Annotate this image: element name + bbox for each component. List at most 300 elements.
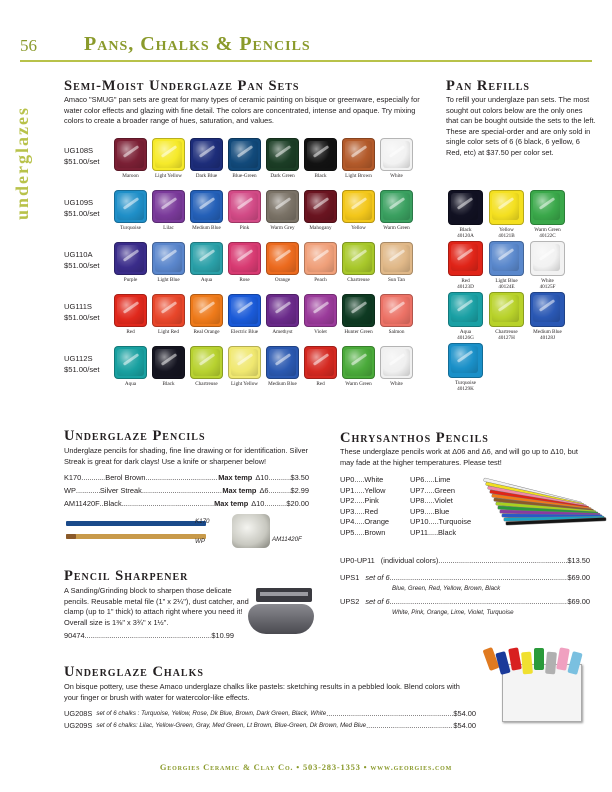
refill-item (448, 241, 483, 290)
chrysanthos-description: These underglaze pencils work at Δ06 and Δ6, and will go up to Δ10, but may fade at the higher temperatures. Please test! (340, 447, 578, 467)
chr-individual-desc: (individual colors) (380, 556, 439, 565)
chrysanthos-colors-right (410, 475, 476, 538)
refill-label (448, 380, 483, 392)
dot-leader (366, 720, 453, 731)
pan-color-name: Yellow (351, 225, 366, 231)
pan-set-row (64, 190, 434, 232)
pan-color-jar (380, 138, 413, 171)
pan-color-name: Dark Blue (195, 173, 218, 179)
pan-swatch (228, 190, 261, 232)
pan-color-jar (114, 242, 147, 275)
pan-color-name: Sun Tan (388, 277, 405, 283)
refill-color-name: Red (461, 278, 470, 284)
pan-color-jar (304, 190, 337, 223)
pencil-price: $20.00 (286, 499, 309, 508)
pan-color-name: Orange (274, 277, 291, 283)
chrysanthos-color-row (340, 517, 402, 528)
pan-color-jar (380, 190, 413, 223)
pan-set-code: UG110A (64, 250, 93, 259)
sharpener-title: Pencil Sharpener (64, 568, 189, 584)
pan-color-jar (266, 138, 299, 171)
pan-color-name: Lilac (163, 225, 174, 231)
refill-item (530, 241, 565, 290)
dot-leader (269, 485, 291, 496)
pan-color-name: Peach (314, 277, 327, 283)
pan-color-name: Light Yellow (154, 173, 183, 179)
chrysanthos-individual-row (340, 555, 590, 566)
pan-color-jar (380, 294, 413, 327)
pan-color-name: Mahogany (309, 225, 332, 231)
pan-refills-description: To refill your underglaze pan sets. The most sought out colors below are the only ones that can be bought outside the sets to the left. These are special-order and are only sold in single color sets of 6 (6 black, 6 yellow, 6 Red, etc) at $37.50 per color set. (446, 95, 596, 157)
refill-color-jar (530, 190, 565, 225)
pan-color-jar (304, 346, 337, 379)
dot-leader (354, 507, 364, 518)
pan-color-jar (114, 346, 147, 379)
chrysanthos-color-name: White (364, 475, 384, 484)
pan-swatch (266, 346, 299, 388)
chrysanthos-code: UP9 (410, 506, 425, 516)
dot-leader (354, 496, 364, 507)
chrysanthos-color-name: Pink (364, 496, 379, 505)
pan-color-jar (304, 294, 337, 327)
chrysanthos-code: UP10 (410, 517, 429, 526)
pan-color-name: Light Blue (157, 277, 180, 283)
pan-color-jar (114, 190, 147, 223)
chrysanthos-color-row (410, 475, 476, 486)
pan-color-name: Aqua (124, 381, 137, 387)
pan-swatch (114, 346, 147, 388)
pan-color-name: Red (126, 329, 135, 335)
chrysanthos-code: UP6 (410, 475, 425, 484)
chrysanthos-code: UP0 (340, 475, 355, 484)
chalk-code: UG209S (64, 721, 93, 730)
pencil-name: Silver Streak (99, 486, 142, 495)
refill-color-jar (489, 241, 524, 276)
pan-color-name: Salmon (388, 329, 405, 335)
dot-leader (269, 472, 291, 483)
am11420f-label: AM11420F (272, 536, 302, 543)
pan-color-name: Maroon (122, 173, 139, 179)
pan-color-jar (114, 294, 147, 327)
chrysanthos-color-row (410, 507, 476, 518)
chalks-description: On bisque pottery, use these Amaco underglaze chalks like pastels: sketching results in a pebbled look. Blend colors with your finger or brush with water for watercolor-like effects. (64, 682, 460, 702)
pan-set-price: $51.00/set (64, 209, 100, 218)
pencil-price: $3.50 (290, 473, 309, 482)
pan-color-name: White (390, 381, 403, 387)
pan-swatch (304, 294, 337, 336)
pan-color-name: Pink (239, 225, 250, 231)
pan-swatch (114, 242, 147, 284)
pan-swatch (342, 242, 375, 284)
pan-set-row (64, 346, 434, 388)
dot-leader (428, 528, 438, 539)
pan-sets-title: Semi-Moist Underglaze Pan Sets (64, 78, 300, 94)
pan-swatch (342, 190, 375, 232)
pan-swatch (342, 346, 375, 388)
pan-swatch (152, 346, 185, 388)
pan-set-code: UG112S (64, 354, 93, 363)
chrysanthos-code: UP5 (340, 527, 355, 537)
pan-swatch (228, 242, 261, 284)
chrysanthos-code: UP1 (340, 485, 355, 495)
chrysanthos-color-name: Violet (434, 496, 453, 505)
dot-leader (424, 486, 434, 497)
chrysanthos-color-row (340, 475, 402, 486)
pan-color-jar (228, 190, 261, 223)
refill-code: 40127H (498, 335, 515, 341)
pan-color-jar (380, 242, 413, 275)
pan-color-jar (304, 138, 337, 171)
pan-swatch (190, 242, 223, 284)
chalk-price-list (64, 708, 476, 732)
chrysanthos-color-row (410, 496, 476, 507)
pencil-row (64, 498, 309, 509)
refill-color-jar (489, 292, 524, 327)
pan-color-name: Black (162, 381, 175, 387)
pan-color-name: Electric Blue (230, 329, 259, 335)
refill-item (448, 190, 483, 239)
refill-label (530, 329, 565, 341)
pan-color-name: Warm Green (383, 225, 410, 231)
pan-set-row (64, 138, 434, 180)
page-title: Pans, Chalks & Pencils (84, 33, 311, 55)
pan-color-jar (342, 190, 375, 223)
dot-leader (146, 472, 219, 483)
side-label (8, 80, 38, 220)
chrysanthos-color-row (340, 496, 402, 507)
pan-color-jar (190, 294, 223, 327)
pan-swatch (152, 190, 185, 232)
pan-swatch (342, 294, 375, 336)
pan-color-name: Chartreuse (195, 381, 218, 387)
refill-item (530, 190, 565, 239)
pencil-name: Black (103, 499, 122, 508)
pencil-temp: Δ10 (251, 499, 265, 508)
chalk-stick (545, 652, 557, 675)
pan-color-name: Amethyst (272, 329, 293, 335)
pan-swatch (380, 138, 413, 180)
pan-color-jar (152, 242, 185, 275)
refill-item (489, 241, 524, 290)
pan-color-name: Warm Green (345, 381, 372, 387)
chr-set1-price: $69.00 (567, 573, 590, 582)
chrysanthos-color-row (340, 486, 402, 497)
chrysanthos-color-name: Red (364, 506, 378, 516)
chrysanthos-color-row (410, 528, 476, 539)
pan-swatch (114, 138, 147, 180)
pan-swatch (380, 346, 413, 388)
pan-swatch (304, 242, 337, 284)
pan-set-label (64, 294, 114, 323)
pan-color-jar (152, 346, 185, 379)
refill-color-name: White (541, 278, 554, 284)
chr-set1-colors: Blue, Green, Red, Yellow, Brown, Black (392, 585, 501, 592)
pan-set-price: $51.00/set (64, 313, 100, 322)
pan-color-name: Warm Grey (270, 225, 295, 231)
chr-individual-price: $13.50 (567, 556, 590, 565)
pencil-row (64, 485, 309, 496)
refill-color-name: Warm Green (534, 227, 561, 233)
dot-leader (354, 528, 364, 539)
refill-code: 40128J (540, 335, 555, 341)
dot-leader (424, 496, 434, 507)
chrysanthos-code: UP3 (340, 506, 355, 516)
refill-label (530, 278, 565, 290)
sharpener-description: A Sanding/Grinding block to sharpen those delicate pencils. Reusable metal file (1" x 2¼"), dust catcher, and clamp (up to 1" thick) to attach right where you need it! Overall size is 1⅜" x 3¾" x 1½". (64, 586, 249, 627)
refill-color-name: Light Blue (495, 278, 518, 284)
dot-leader (354, 475, 364, 486)
pan-color-jar (228, 242, 261, 275)
chrysanthos-color-row (410, 486, 476, 497)
pan-color-jar (152, 190, 185, 223)
pan-set-swatches (114, 242, 413, 284)
pan-color-jar (266, 294, 299, 327)
wp-label: WP (195, 538, 205, 545)
refill-color-name: Aqua (459, 329, 472, 335)
chr-set2-desc: set of 6 (365, 597, 390, 606)
pan-color-name: Medium Blue (192, 225, 221, 231)
chalks-image (482, 644, 594, 724)
pan-swatch (152, 138, 185, 180)
sharpener-price: $10.99 (211, 631, 234, 640)
pan-set-swatches (114, 346, 413, 388)
sharpener-image (248, 588, 318, 640)
pan-set-row (64, 242, 434, 284)
pan-color-name: Dark Green (270, 173, 295, 179)
chrysanthos-code: UP8 (410, 496, 425, 505)
pan-swatch (266, 190, 299, 232)
refill-label (530, 227, 565, 239)
refill-color-jar (448, 241, 483, 276)
chrysanthos-color-name: Lime (434, 475, 451, 484)
refill-label (448, 329, 483, 341)
pan-set-code: UG111S (64, 302, 92, 311)
pan-swatch (228, 294, 261, 336)
pencil-temp-label: Max temp (214, 499, 249, 508)
dot-leader (424, 475, 434, 486)
chalk-stick (534, 648, 544, 670)
pan-color-name: Turquoise (120, 225, 141, 231)
refill-item (448, 343, 483, 392)
pencil-temp: Δ6 (259, 486, 269, 495)
chrysanthos-color-row (410, 517, 476, 528)
chr-set1-code: UPS1 (340, 573, 360, 582)
chrysanthos-color-row (340, 528, 402, 539)
pan-color-jar (342, 294, 375, 327)
chr-set2-price: $69.00 (567, 597, 590, 606)
pan-color-name: Rose (239, 277, 250, 283)
chrysanthos-code: UP2 (340, 496, 355, 505)
chrysanthos-color-name: Orange (364, 517, 390, 526)
pan-swatch (342, 138, 375, 180)
k170-label: K170 (195, 518, 210, 525)
chrysanthos-pencils-image (478, 470, 593, 540)
refill-label (448, 278, 483, 290)
pan-swatch (190, 294, 223, 336)
pan-color-jar (342, 242, 375, 275)
pan-swatch (114, 294, 147, 336)
pan-color-jar (228, 294, 261, 327)
pan-color-name: White (390, 173, 403, 179)
refill-code: 40120A (457, 233, 474, 239)
refill-code: 40122C (539, 233, 556, 239)
pan-swatch (304, 190, 337, 232)
chalk-code: UG208S (64, 709, 93, 718)
pan-swatch (190, 190, 223, 232)
refill-code: 40124E (498, 284, 515, 290)
chrysanthos-color-name: Black (437, 527, 457, 537)
refill-code: 40121B (498, 233, 515, 239)
pan-sets-list (64, 138, 434, 398)
refill-label (489, 329, 524, 341)
pan-swatch (190, 346, 223, 388)
chrysanthos-code: UP11 (410, 527, 428, 537)
pan-swatch (380, 190, 413, 232)
refill-item (448, 292, 483, 341)
pencils-description: Underglaze pencils for shading, fine line drawing or for identification. Silver Streak is great for dark clays! Use a knife or sharpener below! (64, 446, 309, 466)
chrysanthos-colors-left (340, 475, 402, 538)
footer: Georgies Ceramic & Clay Co. • 503-283-1353 • www.georgies.com (159, 762, 453, 772)
chrysanthos-color-name: Green (434, 485, 455, 495)
pan-color-name: Real Orange (193, 329, 220, 335)
pan-color-name: Blue-Green (232, 173, 257, 179)
pan-swatch (266, 138, 299, 180)
refill-code: 40129K (457, 386, 474, 392)
dot-leader (142, 485, 223, 496)
pan-color-name: Light Brown (345, 173, 372, 179)
pencil-temp: Δ10 (255, 473, 269, 482)
pan-color-jar (228, 346, 261, 379)
refills-grid (448, 190, 565, 392)
chrysanthos-color-name: Blue (434, 506, 450, 516)
pan-color-jar (190, 190, 223, 223)
pan-color-jar (266, 242, 299, 275)
chrysanthos-code: UP7 (410, 485, 425, 495)
refill-color-name: Turquoise (455, 380, 476, 386)
refill-color-name: Black (459, 227, 472, 233)
pan-set-swatches (114, 190, 413, 232)
refill-color-name: Yellow (499, 227, 514, 233)
pan-swatch (228, 346, 261, 388)
pan-set-price: $51.00/set (64, 157, 100, 166)
pan-color-jar (152, 294, 185, 327)
pan-color-name: Chartreuse (347, 277, 370, 283)
pan-color-jar (190, 346, 223, 379)
pencil-price-list (64, 472, 309, 511)
chalk-desc: set of 6 chalks: Lilac, Yellow-Green, Gray, Med Green, Lt Brown, Blue-Green, Dk Brown, Med Blue (96, 722, 367, 729)
pan-color-name: Red (316, 381, 325, 387)
chalks-title: Underglaze Chalks (64, 664, 204, 680)
pan-swatch (152, 294, 185, 336)
pan-set-price: $51.00/set (64, 365, 100, 374)
chalk-price: $54.00 (453, 709, 476, 718)
chrysanthos-title: Chrysanthos Pencils (340, 430, 489, 446)
chrysanthos-color-name: Brown (364, 527, 386, 537)
dot-leader (264, 498, 286, 509)
pan-color-jar (266, 190, 299, 223)
refill-color-jar (448, 292, 483, 327)
pan-color-jar (342, 346, 375, 379)
pan-color-jar (342, 138, 375, 171)
pan-set-code: UG109S (64, 198, 94, 207)
pan-color-jar (190, 138, 223, 171)
pan-swatch (190, 138, 223, 180)
pencil-code: K170 (64, 473, 82, 482)
pan-color-jar (266, 346, 299, 379)
chr-individual-code: UP0-UP11 (340, 556, 375, 565)
pan-color-name: Medium Blue (268, 381, 297, 387)
pencil-temp-label: Max temp (218, 473, 253, 482)
page-number: 56 (20, 36, 37, 55)
pan-color-name: Violet (314, 329, 327, 335)
pan-color-name: Aqua (200, 277, 213, 283)
header-rule (20, 60, 592, 62)
pan-set-label (64, 138, 114, 167)
pan-color-jar (304, 242, 337, 275)
pan-swatch (304, 346, 337, 388)
sharpener-code: 90474 (64, 631, 85, 640)
pan-color-jar (114, 138, 147, 171)
chr-set1-desc: set of 6 (365, 573, 390, 582)
dot-leader (354, 517, 364, 528)
sharpener-price-row (64, 630, 234, 641)
pan-color-name: Light Red (158, 329, 179, 335)
chr-set2-colors: White, Pink, Orange, Lime, Violet, Turquoise (392, 609, 514, 616)
pan-swatch (228, 138, 261, 180)
chr-set2-code: UPS2 (340, 597, 360, 606)
pan-swatch (266, 294, 299, 336)
refill-color-jar (530, 241, 565, 276)
refill-item (530, 292, 565, 341)
pan-refills-title: Pan Refills (446, 78, 530, 94)
refill-color-jar (489, 190, 524, 225)
pan-color-jar (380, 346, 413, 379)
chrysanthos-set2-row (340, 596, 590, 607)
pan-swatch (380, 242, 413, 284)
pan-set-swatches (114, 294, 413, 336)
pan-set-code: UG108S (64, 146, 94, 155)
pan-set-label (64, 190, 114, 219)
pan-swatch (266, 242, 299, 284)
pan-set-row (64, 294, 434, 336)
pencil-image (66, 517, 216, 547)
chalk-row (64, 720, 476, 731)
refill-item (489, 190, 524, 239)
pan-swatch (152, 242, 185, 284)
pan-set-label (64, 242, 114, 271)
chrysanthos-code: UP4 (340, 517, 355, 526)
pan-set-price: $51.00/set (64, 261, 100, 270)
refill-code: 40126G (457, 335, 474, 341)
pan-color-jar (190, 242, 223, 275)
chrysanthos-color-name: Turquoise (438, 517, 472, 526)
pan-set-label (64, 346, 114, 375)
refill-color-jar (530, 292, 565, 327)
pan-set-swatches (114, 138, 413, 180)
chalk-price: $54.00 (453, 721, 476, 730)
pencil-code: AM11420F (64, 499, 100, 508)
pencil-code: WP (64, 486, 76, 495)
pencil-price: $2.99 (290, 486, 309, 495)
dot-leader (76, 485, 100, 496)
refill-code: 40123D (457, 284, 474, 290)
dot-leader (429, 517, 439, 528)
refill-color-jar (448, 343, 483, 378)
chalk-row (64, 708, 476, 719)
chalk-desc: set of 6 chalks : Turquoise, Yellow, Rose, Dk Blue, Brown, Dark Green, Black, White (96, 710, 327, 717)
side-label-text: underglazes (12, 106, 32, 220)
refill-label (448, 227, 483, 239)
